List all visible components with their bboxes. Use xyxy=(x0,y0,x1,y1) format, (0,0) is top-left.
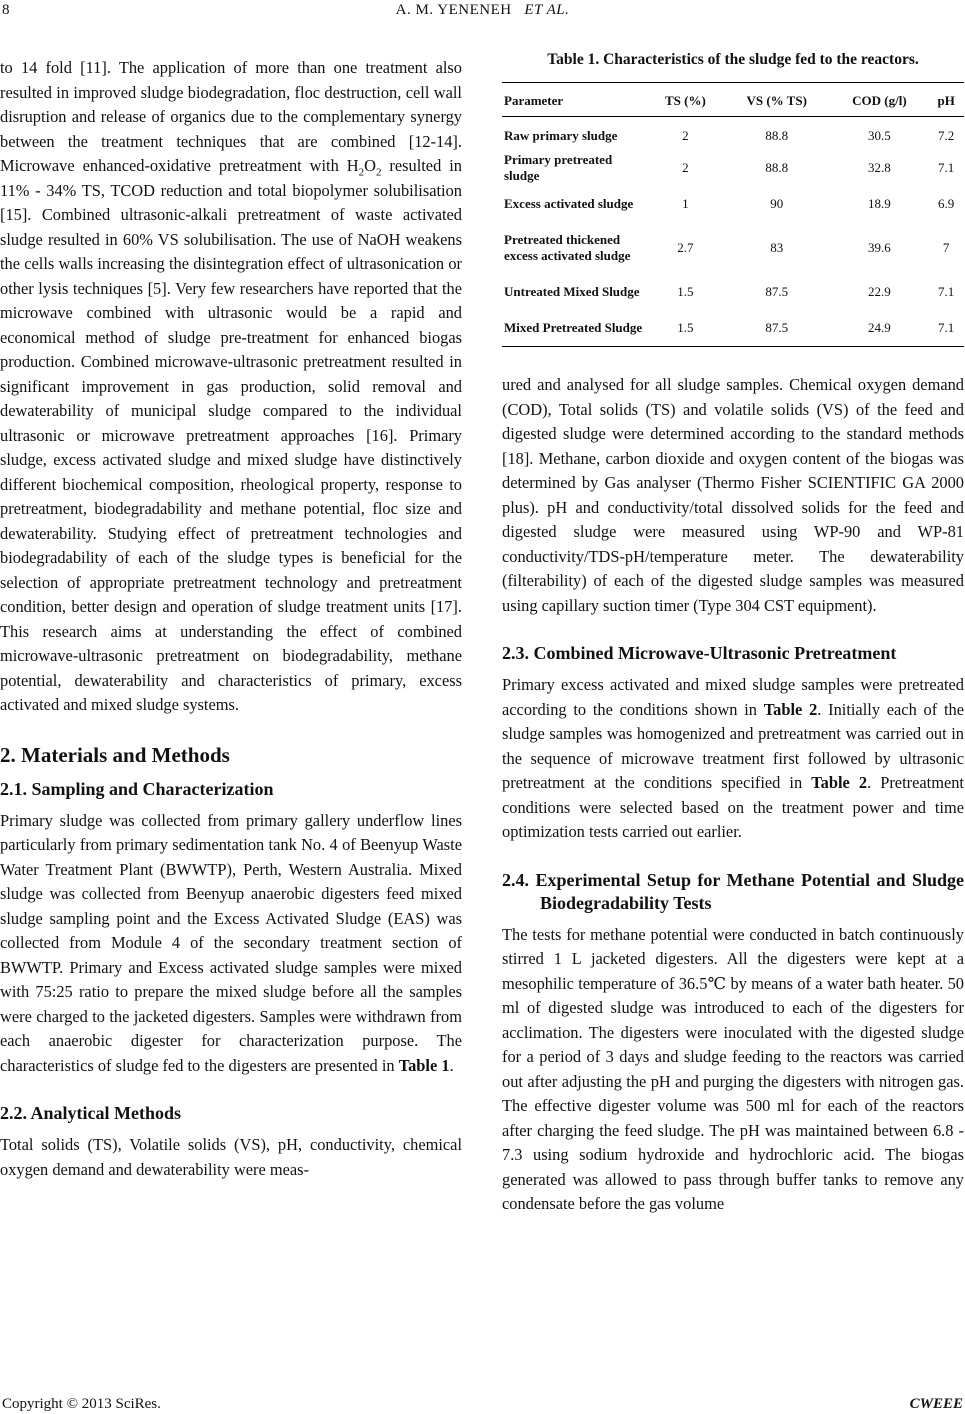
table-cell: 7.1 xyxy=(938,284,955,299)
table-cell: Untreated Mixed Sludge xyxy=(504,284,640,299)
table-cell: 1.5 xyxy=(677,320,694,335)
page-number: 8 xyxy=(2,2,10,18)
right-column xyxy=(502,50,964,1217)
table-cell: 32.8 xyxy=(868,160,891,175)
table-cell: 7.2 xyxy=(938,128,955,143)
table-cell: 30.5 xyxy=(868,128,891,143)
section-2-3-body: Primary excess activated and mixed sludge samples were pretreated according to the conditions shown in Table 2. Initially each of the sludge samples was homogenized and pretreatment was carried out in the sequence of microwave treatment first followed by ultrasonic pretreatment at the conditions specified in Table 2. Pretreatment conditions were selected based on the treatment power and time optimization tests carried out earlier. xyxy=(502,675,964,841)
table-cell: 90 xyxy=(770,196,784,211)
table-cell: Mixed Pretreated Sludge xyxy=(504,320,643,335)
copyright-notice: Copyright © 2013 SciRes. xyxy=(2,1396,161,1412)
analytical-methods-continued: ured and analysed for all sludge samples. Chemical oxygen demand (COD), Total solids (TS) and volatile solids (VS) of the feed and digested sludge were determined according to the standard methods [18]. Methane, carbon dioxide and oxygen content of the biogas was determined by Gas analyser (Thermo Fisher SCIENTIFIC GA 2000 plus). pH and conductivity/total dissolved solids for the feed and digested sludge were measured using WP-90 and WP-81 conductivity/TDS-pH/temperature meter. The dewaterability (filterability) of each of the digested sludge samples was measured using capillary suction timer (Type 304 CST equipment). xyxy=(502,375,964,615)
table-cell: 7.1 xyxy=(938,160,955,175)
table-1 xyxy=(502,82,964,347)
table-cell: 7 xyxy=(942,240,950,255)
table-row xyxy=(502,117,964,151)
table-cell: 2 xyxy=(682,128,689,143)
table-cell: 2.7 xyxy=(677,240,694,255)
table-row xyxy=(502,310,964,347)
table-row xyxy=(502,150,964,186)
table-header-row xyxy=(502,83,964,117)
table-cell: 7.1 xyxy=(938,320,955,335)
section-2-4-body: The tests for methane potential were conducted in batch continuously stirred 1 L jacketed digesters. All the digesters were kept at a mesophilic temperature of 36.5℃ by means of a water bath heater. 50 ml of digested sludge was introduced to each of the digesters for acclimation. The digesters were inoculated with the digested sludge for a period of 3 days and sludge feeding to the reactors was carried out after adjusting the pH and purging the digesters with nitrogen gas. The effective digester volume was 500 ml for each of the reactors after charging the feed sludge. The pH was maintained between 6.8 - 7.3 using sodium hydroxide and hydrochloric acid. The biogas generated was allowed to pass through buffer tanks to remove any condensate before the gas volume xyxy=(502,924,964,1213)
table-cell: Pretreated thickened excess activated sludge xyxy=(504,232,631,263)
table-cell: 6.9 xyxy=(938,196,955,211)
section-2-2-body: Total solids (TS), Volatile solids (VS), pH, conductivity, chemical oxygen demand and dewaterability were meas- xyxy=(0,1135,462,1179)
table-cell: 88.8 xyxy=(765,128,789,143)
table-cell: 1.5 xyxy=(677,284,694,299)
section-2-1-body: Primary sludge was collected from primary gallery underflow lines particularly from primary sedimentation tank No. 4 of Beenyup Waste Water Treatment Plant (BWWTP), Perth, Western Australia. Mixed sludge was collected from Beenyup anaerobic digesters feed mixed sludge sampling point and the Excess Activated Sludge (EAS) was collected from Module 4 of the secondary treatment section of BWWTP. Primary and Excess activated sludge samples were mixed with 75:25 ratio to prepare the mixed sludge before all the samples were charged to the jacketed digesters. Samples were withdrawn from each anaerobic digester for characterization purpose. The characteristics of sludge fed to the digesters are presented in Table 1. xyxy=(0,810,462,1075)
section-2-heading: 2. Materials and Methods xyxy=(0,742,230,767)
table-row xyxy=(502,186,964,222)
table-header-cell: COD (g/l) xyxy=(852,93,907,108)
table-2-reference: Table 2 xyxy=(763,699,818,719)
table-cell: 87.5 xyxy=(765,284,789,299)
table-cell: 1 xyxy=(682,196,689,211)
table-cell: 2 xyxy=(682,160,689,175)
running-header xyxy=(0,2,965,26)
table-row xyxy=(502,222,964,274)
table-header-cell: pH xyxy=(937,93,955,108)
left-column xyxy=(0,56,462,1182)
journal-abbrev: CWEEE xyxy=(909,1396,963,1412)
table-cell: 83 xyxy=(770,240,784,255)
table-row xyxy=(502,274,964,310)
intro-paragraph: to 14 fold [11]. The application of more than one treatment also resulted in improved sludge biodegradation, floc destruction, cell wall disruption and release of organics due to the complementary synergy between the treatment techniques that are combined [12-14]. Microwave enhanced-oxidative pretreatment with $H_2O_2$ resulted in 11% - 34% TS, TCOD reduction and total biopolymer solubilisation [15]. Combined ultrasonic-alkali pretreatment of waste activated sludge resulted in 60% VS solubilisation. The use of NaOH weakens the cells walls increasing the disintegration effect of ultrasonication or other lysis techniques [5]. Very few researchers have reported that the microwave combined with ultrasonic would be a rapid and economical method of sludge pre-treatment for enhanced biogas production. Combined microwave-ultrasonic pretreatment resulted in significant improvement in gas production, solid removal and dewaterability of municipal sludge compared to the individual ultrasonic or microwave pretreatment approaches [16]. Primary sludge, excess activated sludge and mixed sludge have distinctively different biochemical composition, rheological property, response to pretreatment, biodegradability and methane potential, floc size and dewaterability. Studying effect of pretreatment technologies and biodegradability of each of the sludge types is beneficial for the selection of appropriate pretreatment technology and pretreatment condition, better design and operation of sludge treatment units [17]. This research aims at understanding the effect of combined microwave-ultrasonic pretreatment on biodegradability, methane potential, dewaterability and characteristics of primary, excess activated and mixed sludge systems. xyxy=(0,58,462,714)
table-cell: 88.8 xyxy=(765,160,789,175)
section-2-2-heading: 2.2. Analytical Methods xyxy=(0,1103,182,1123)
section-2-4-heading: 2.4. Experimental Setup for Methane Potential and Sludge Biodegradability Tests xyxy=(502,869,964,913)
table-header-cell: Parameter xyxy=(504,93,564,108)
table-cell: 24.9 xyxy=(868,320,891,335)
table-cell: Primary pretreated sludge xyxy=(504,152,613,183)
table-cell: 18.9 xyxy=(868,196,891,211)
table-1-reference: Table 1 xyxy=(398,1055,450,1075)
table-1-caption: Table 1. Characteristics of the sludge fed to the reactors. xyxy=(547,51,919,68)
running-header-authors: A. M. YENENEH ET AL. xyxy=(395,2,570,18)
table-cell: Raw primary sludge xyxy=(504,128,618,143)
table-cell: 39.6 xyxy=(868,240,891,255)
section-2-1-heading: 2.1. Sampling and Characterization xyxy=(0,778,274,799)
table-2-reference: Table 2 xyxy=(811,773,868,792)
section-2-3-heading: 2.3. Combined Microwave-Ultrasonic Pretreatment xyxy=(502,643,897,663)
table-header-cell: VS (% TS) xyxy=(746,93,807,108)
table-header-cell: TS (%) xyxy=(665,93,706,108)
table-cell: 87.5 xyxy=(765,320,789,335)
table-cell: 22.9 xyxy=(868,284,891,299)
table-cell: Excess activated sludge xyxy=(504,196,634,211)
